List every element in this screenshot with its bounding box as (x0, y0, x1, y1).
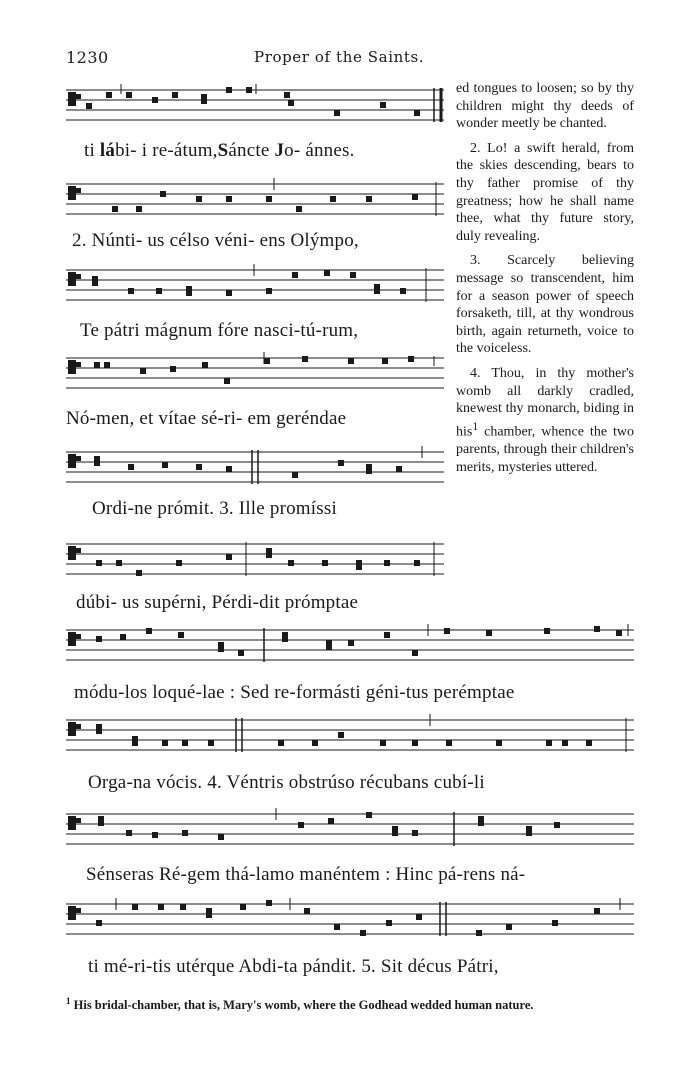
lyric-line: Sénseras Ré-gem thá-lamo manéntem : Hinc pá-rens ná- (86, 864, 526, 885)
page-header (66, 48, 626, 72)
lyric-line: Te pátri mágnum fóre nasci-tú-rum, (80, 320, 359, 341)
footnote-marker: 1 (472, 419, 479, 433)
music-staff (66, 178, 444, 222)
lyric-line: 2. Núnti- us célso véni- ens Olýmpo, (72, 230, 359, 251)
lyric-line: Ordi-ne prómit. 3. Ille promíssi (92, 498, 337, 519)
lyric-fragment: ti (84, 140, 100, 161)
music-staff (66, 898, 634, 942)
running-title: Proper of the Saints. (254, 48, 425, 66)
lyric-fragment-bold: lá (99, 140, 116, 161)
translation-paragraph (456, 365, 634, 476)
footnote-marker: 1 (66, 996, 71, 1006)
lyric-fragment-bold: J (274, 140, 285, 161)
translation-text: 4. Thou, in thy mother's womb all darkly cradled, knewest thy monarch, biding in his (456, 365, 634, 440)
music-staff (66, 808, 634, 852)
music-staff (66, 624, 634, 668)
lyric-line: Orga-na vócis. 4. Véntris obstrúso récubans cubí-li (88, 772, 485, 793)
page-number: 1230 (66, 48, 109, 67)
music-staff (66, 264, 444, 308)
lyric-line: módu-los loqué-lae : Sed re-formásti géni-tus perémptae (74, 682, 515, 703)
lyric-line: Nó-men, et vítae sé-ri- em geréndae (66, 408, 347, 429)
translation-paragraph: 3. Scarcely believing message so transcendent, him for a season power of speech forsaketh, till, at thy wondrous birth, again returneth, voice to the voiceless. (456, 253, 634, 357)
music-staff (66, 352, 444, 396)
music-staff (66, 714, 634, 758)
music-staff (66, 538, 444, 582)
translation-column (456, 80, 634, 476)
lyric-fragment: bi- i re-átum, (115, 140, 218, 161)
lyric-fragment: o- ánnes. (284, 140, 355, 161)
translation-paragraph: 2. Lo! a swift herald, from the skies descending, bears to thy father promise of thy greatness; how he shall name thee, what thy future story, duly revealing. (456, 140, 634, 244)
lyric-fragment-bold: S (217, 140, 229, 161)
lyric-line: ti mé-ri-tis utérque Abdi-ta pándit. 5. Sit décus Pátri, (88, 956, 499, 977)
footnote (66, 996, 636, 1013)
lyric-line: dúbi- us supérni, Pérdi-dit prómptae (76, 592, 359, 613)
translation-paragraph: ed tongues to loosen; so by thy children might thy deeds of wonder meetly be chanted. (456, 81, 634, 132)
lyric-line (84, 140, 355, 162)
music-staff (66, 446, 444, 490)
footnote-text: His bridal-chamber, that is, Mary's womb, where the Godhead wedded human nature. (70, 998, 534, 1013)
lyric-fragment: áncte (228, 140, 275, 161)
music-staff (66, 84, 444, 128)
translation-text: chamber, whence the two parents, through their children's merits, mysteries uttered. (456, 424, 634, 475)
